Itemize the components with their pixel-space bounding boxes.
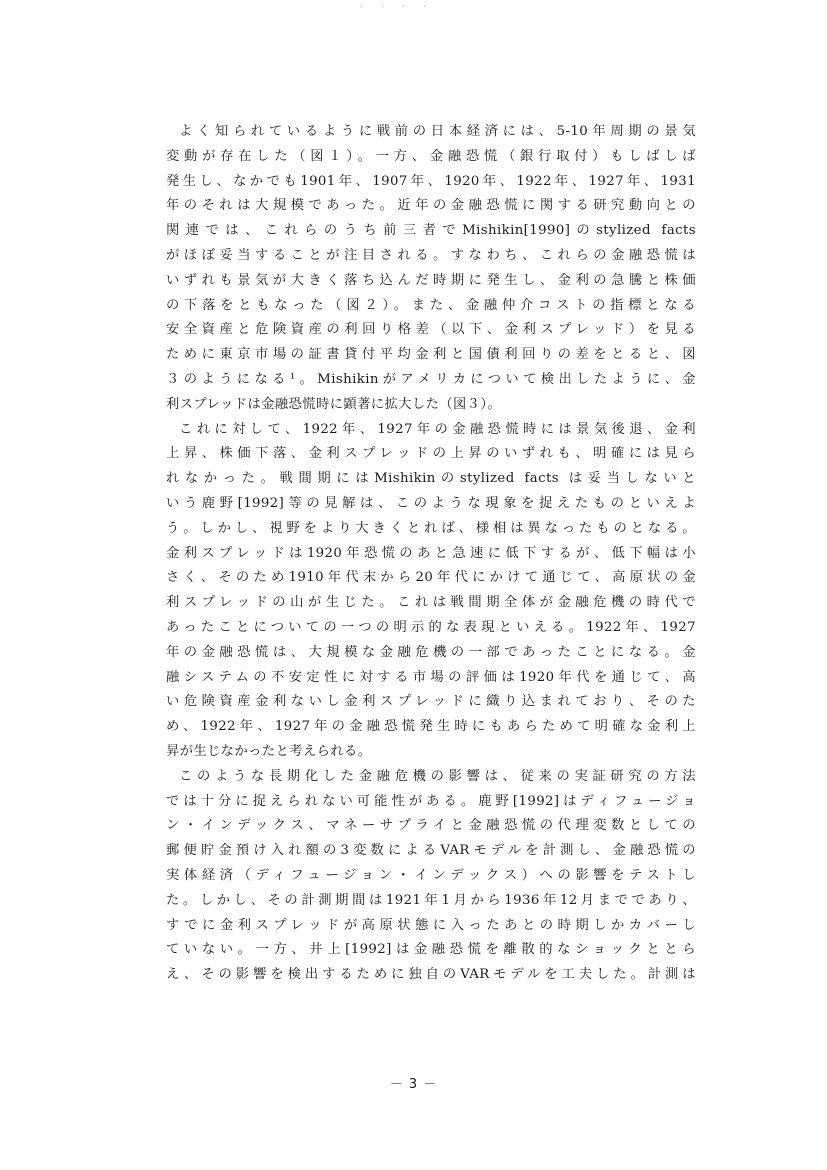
text-line: がほぼ妥当することが注目される。すなわち、これらの金融恐慌は xyxy=(166,247,696,263)
text-line: ３のようになる¹。Mishikinがアメリカについて検出したように、金 xyxy=(166,371,696,387)
text-line: 発生し、なかでも1901年、1907年、1920年、1922年、1927年、1931 xyxy=(166,173,696,189)
page-number: － 3 － xyxy=(389,1077,438,1092)
text-line: ン・インデックス、マネーサプライと金融恐慌の代理変数としての xyxy=(166,818,696,834)
paragraph-1 xyxy=(166,120,696,418)
text-line: 年の金融恐慌は、大規模な金融危機の一部であったことになる。金 xyxy=(166,644,696,660)
text-line: め、1922年、1927年の金融恐慌発生時にもあらためて明確な金利上 xyxy=(166,719,696,735)
text-line: 昇が生じなかったと考えられる。 xyxy=(166,743,372,759)
text-line: では十分に捉えられない可能性がある。鹿野[1992]はディフュージョ xyxy=(166,793,696,809)
text-line: よく知られているように戦前の日本経済には、5-10年周期の景気 xyxy=(179,124,696,139)
text-line: の下落をともなった（図２）。また、金融仲介コストの指標となる xyxy=(166,297,696,313)
text-line: い危険資産金利ないし金利スプレッドに織り込まれており、そのた xyxy=(166,694,696,710)
text-line: ために東京市場の証書貸付平均金利と国債利回りの差をとると、図 xyxy=(166,347,696,363)
paragraph-3 xyxy=(166,765,696,988)
text-line: 年のそれは大規模であった。近年の金融恐慌に関する研究動向との xyxy=(166,198,696,214)
text-line: これに対して、1922年、1927年の金融恐慌時には景気後退、金利 xyxy=(179,421,696,437)
text-line: 変動が存在した（図１）。一方、金融恐慌（銀行取付）もしばしば xyxy=(166,148,696,164)
text-line: 郵便貯金預け入れ額の3変数によるVARモデルを計測し、金融恐慌の xyxy=(166,843,696,859)
text-line: さく、そのため1910年代末から20年代にかけて通じて、高原状の金 xyxy=(166,570,696,586)
text-line: 金利スプレッドは1920年恐慌のあと急速に低下するが、低下幅は小 xyxy=(166,545,696,561)
body-text xyxy=(166,120,696,988)
text-line: 安全資産と危険資産の利回り格差（以下、金利スプレッド）を見る xyxy=(166,322,696,338)
text-line: 融システムの不安定性に対する市場の評価は1920年代を通じて、高 xyxy=(166,669,696,685)
text-line: いずれも景気が大きく落ち込んだ時期に発生し、金利の急騰と株価 xyxy=(166,272,696,288)
text-line: 関連では、これらのうち前三者でMishikin[1990]のstylized facts xyxy=(166,223,696,239)
text-line: た。しかし、その計測期間は1921年1月から1936年12月までであり、 xyxy=(166,892,696,908)
text-line: いう鹿野[1992]等の見解は、このような現象を捉えたものといえよ xyxy=(166,495,696,511)
text-line: う。しかし、視野をより大きくとれば、様相は異なったものとなる。 xyxy=(166,520,696,536)
text-line: あったことについての一つの明示的な表現といえる。1922年、1927 xyxy=(166,619,696,635)
text-line: 実体経済（ディフュージョン・インデックス）への影響をテストし xyxy=(166,867,696,883)
text-line: 利スプレッドは金融恐慌時に顕著に拡大した（図３）。 xyxy=(166,396,502,412)
text-line: 上昇、株価下落、金利スプレッドの上昇のいずれも、明確には見ら xyxy=(166,446,696,462)
text-line: このような長期化した金融危機の影響は、従来の実証研究の方法 xyxy=(179,768,696,784)
text-line: すでに金利スプレッドが高原状態に入ったあとの時期しかカバーし xyxy=(166,917,696,933)
header-marks: · · · · xyxy=(360,2,434,11)
paragraph-2 xyxy=(166,418,696,765)
text-line: 利スプレッドの山が生じた。これは戦間期全体が金融危機の時代で xyxy=(166,595,696,611)
text-line: れなかった。戦間期にはMishikinのstylized facts は妥当しないと xyxy=(166,471,696,487)
text-line: え、その影響を検出するために独自のVARモデルを工夫した。計測は xyxy=(166,967,696,983)
text-line: ていない。一方、井上[1992]は金融恐慌を離散的なショックととら xyxy=(166,942,696,958)
